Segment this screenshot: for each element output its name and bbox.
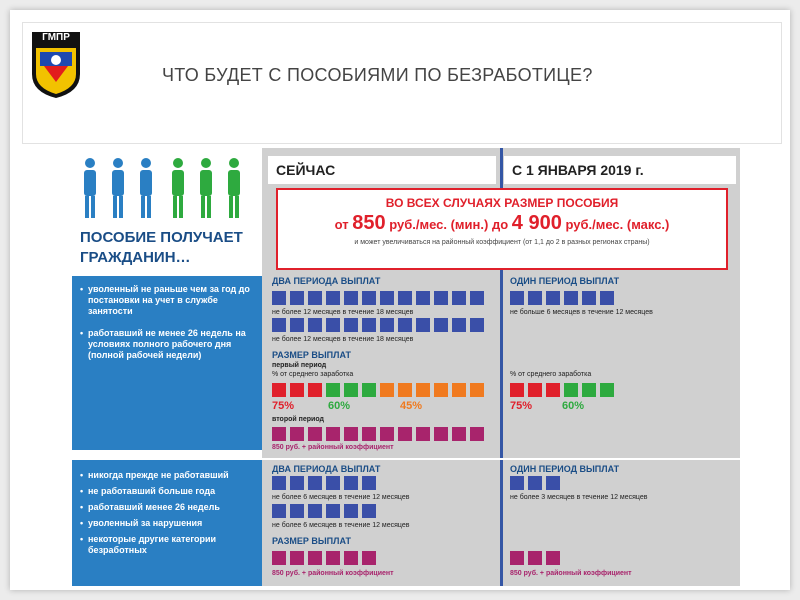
month-square: [546, 476, 560, 490]
month-square: [380, 427, 394, 441]
s1-size-label: РАЗМЕР ВЫПЛАТ: [272, 350, 351, 360]
month-square: [326, 504, 340, 518]
month-square: [362, 551, 376, 565]
s1-pct-of-wage: % от среднего заработка: [272, 371, 354, 378]
month-square: [380, 383, 394, 397]
month-square: [510, 291, 524, 305]
month-square: [470, 383, 484, 397]
month-square: [510, 383, 524, 397]
s1-future-periods-label: ОДИН ПЕРИОД ВЫПЛАТ: [510, 276, 620, 286]
month-square: [272, 504, 286, 518]
month-square: [528, 551, 542, 565]
left-heading-line2: ГРАЖДАНИН…: [80, 249, 191, 266]
benefit-note: и может увеличиваться на районный коэффициент (от 1,1 до 2 в разных регионах страны): [354, 239, 650, 246]
month-square: [470, 427, 484, 441]
month-square: [326, 383, 340, 397]
s1-future-period: не больше 6 месяцев в течение 12 месяцев: [510, 309, 653, 316]
group1-item: • уволенный не раньше чем за год до постановки на учет в службе занятости: [80, 284, 258, 317]
s1-now-pct-45: 45%: [400, 400, 423, 412]
month-square: [434, 291, 448, 305]
month-square: [308, 427, 322, 441]
month-square: [308, 291, 322, 305]
month-square: [452, 383, 466, 397]
s2-size-label: РАЗМЕР ВЫПЛАТ: [272, 536, 351, 546]
month-square: [416, 383, 430, 397]
s1-second-period: второй период: [272, 416, 324, 423]
month-square: [272, 476, 286, 490]
month-square: [600, 291, 614, 305]
benefit-max: 4 900: [511, 212, 562, 234]
month-square: [362, 427, 376, 441]
month-square: [290, 427, 304, 441]
month-square: [308, 504, 322, 518]
month-square: [344, 427, 358, 441]
s1-now-pct-60: 60%: [328, 400, 351, 412]
month-square: [510, 476, 524, 490]
s2-now-periods-label: ДВА ПЕРИОДА ВЫПЛАТ: [272, 464, 381, 474]
month-square: [362, 504, 376, 518]
s1-now-second-amount: 850 руб. + районный коэффициент: [272, 444, 394, 451]
month-square: [398, 427, 412, 441]
group1-box: [72, 276, 262, 450]
month-square: [344, 551, 358, 565]
month-square: [398, 318, 412, 332]
s2-now-period2: не более 6 месяцев в течение 12 месяцев: [272, 522, 410, 529]
month-square: [344, 504, 358, 518]
column-now-header: СЕЙЧАС: [268, 156, 496, 184]
month-square: [272, 427, 286, 441]
month-square: [272, 383, 286, 397]
s1-now-period2: не более 12 месяцев в течение 18 месяцев: [272, 336, 414, 343]
s1-first-period: первый период: [272, 362, 327, 369]
s1-future-pct-of-wage: % от среднего заработка: [510, 371, 592, 378]
month-square: [546, 383, 560, 397]
month-square: [362, 476, 376, 490]
month-square: [546, 551, 560, 565]
month-square: [434, 318, 448, 332]
month-square: [434, 427, 448, 441]
month-square: [344, 291, 358, 305]
s2-now-amount: 850 руб. + районный коэффициент: [272, 570, 394, 577]
s2-future-periods-label: ОДИН ПЕРИОД ВЫПЛАТ: [510, 464, 620, 474]
month-square: [510, 551, 524, 565]
month-square: [326, 476, 340, 490]
month-square: [326, 427, 340, 441]
s1-future-pct-60: 60%: [562, 400, 585, 412]
month-square: [290, 383, 304, 397]
month-square: [326, 291, 340, 305]
month-square: [290, 551, 304, 565]
s2-future-period: не более 3 месяцев в течение 12 месяцев: [510, 494, 648, 501]
s1-now-pct-75: 75%: [272, 400, 295, 412]
left-heading: [80, 228, 243, 268]
month-square: [546, 291, 560, 305]
section-divider: [262, 458, 740, 460]
s1-now-period1: не более 12 месяцев в течение 18 месяцев: [272, 309, 414, 316]
left-panel: [72, 148, 262, 586]
month-square: [290, 476, 304, 490]
month-square: [362, 383, 376, 397]
month-square: [362, 318, 376, 332]
month-square: [564, 291, 578, 305]
month-square: [470, 318, 484, 332]
month-square: [308, 476, 322, 490]
month-square: [272, 291, 286, 305]
month-square: [344, 383, 358, 397]
month-square: [398, 291, 412, 305]
benefit-box: [276, 188, 728, 270]
month-square: [582, 291, 596, 305]
month-square: [344, 476, 358, 490]
month-square: [416, 291, 430, 305]
group2-item: • уволенный за нарушения: [80, 518, 258, 529]
month-square: [416, 318, 430, 332]
s1-now-periods-label: ДВА ПЕРИОДА ВЫПЛАТ: [272, 276, 381, 286]
month-square: [600, 383, 614, 397]
benefit-range: от 850 руб./мес. (мин.) до 4 900 руб./мес. (макс.): [334, 212, 670, 234]
benefit-line1: ВО ВСЕХ СЛУЧАЯХ РАЗМЕР ПОСОБИЯ: [385, 196, 619, 210]
month-square: [272, 551, 286, 565]
month-square: [380, 318, 394, 332]
s2-future-amount: 850 руб. + районный коэффициент: [510, 570, 632, 577]
month-square: [290, 504, 304, 518]
left-heading-line1: ПОСОБИЕ ПОЛУЧАЕТ: [80, 229, 243, 246]
month-square: [272, 318, 286, 332]
s2-now-period1: не более 6 месяцев в течение 12 месяцев: [272, 494, 410, 501]
group2-item: • не работавший больше года: [80, 486, 258, 497]
group1-item: • работавший не менее 26 недель на условиях полного рабочего дня (полной рабочей недели): [80, 328, 258, 361]
page-title: ЧТО БУДЕТ С ПОСОБИЯМИ ПО БЕЗРАБОТИЦЕ?: [162, 65, 593, 85]
month-square: [308, 318, 322, 332]
benefit-min: 850: [352, 212, 386, 234]
month-square: [582, 383, 596, 397]
group2-box: [72, 460, 262, 586]
month-square: [290, 318, 304, 332]
people-icons: [78, 156, 258, 222]
month-square: [362, 291, 376, 305]
month-square: [290, 291, 304, 305]
month-square: [308, 383, 322, 397]
infographic: [72, 148, 740, 586]
month-square: [344, 318, 358, 332]
logo-text: ГМПР: [42, 32, 70, 43]
month-square: [452, 291, 466, 305]
s1-future-pct-75: 75%: [510, 400, 533, 412]
column-future-header: С 1 ЯНВАРЯ 2019 г.: [504, 156, 736, 184]
month-square: [434, 383, 448, 397]
gmpr-logo: [30, 30, 82, 100]
group2-item: • никогда прежде не работавший: [80, 470, 258, 481]
month-square: [452, 318, 466, 332]
group2-item: • некоторые другие категории безработных: [80, 534, 258, 556]
month-square: [308, 551, 322, 565]
month-square: [416, 427, 430, 441]
month-square: [528, 476, 542, 490]
month-square: [528, 383, 542, 397]
month-square: [470, 291, 484, 305]
month-square: [398, 383, 412, 397]
month-square: [528, 291, 542, 305]
month-square: [564, 383, 578, 397]
month-square: [380, 291, 394, 305]
group2-item: • работавший менее 26 недель: [80, 502, 258, 513]
month-square: [452, 427, 466, 441]
month-square: [326, 551, 340, 565]
month-square: [326, 318, 340, 332]
